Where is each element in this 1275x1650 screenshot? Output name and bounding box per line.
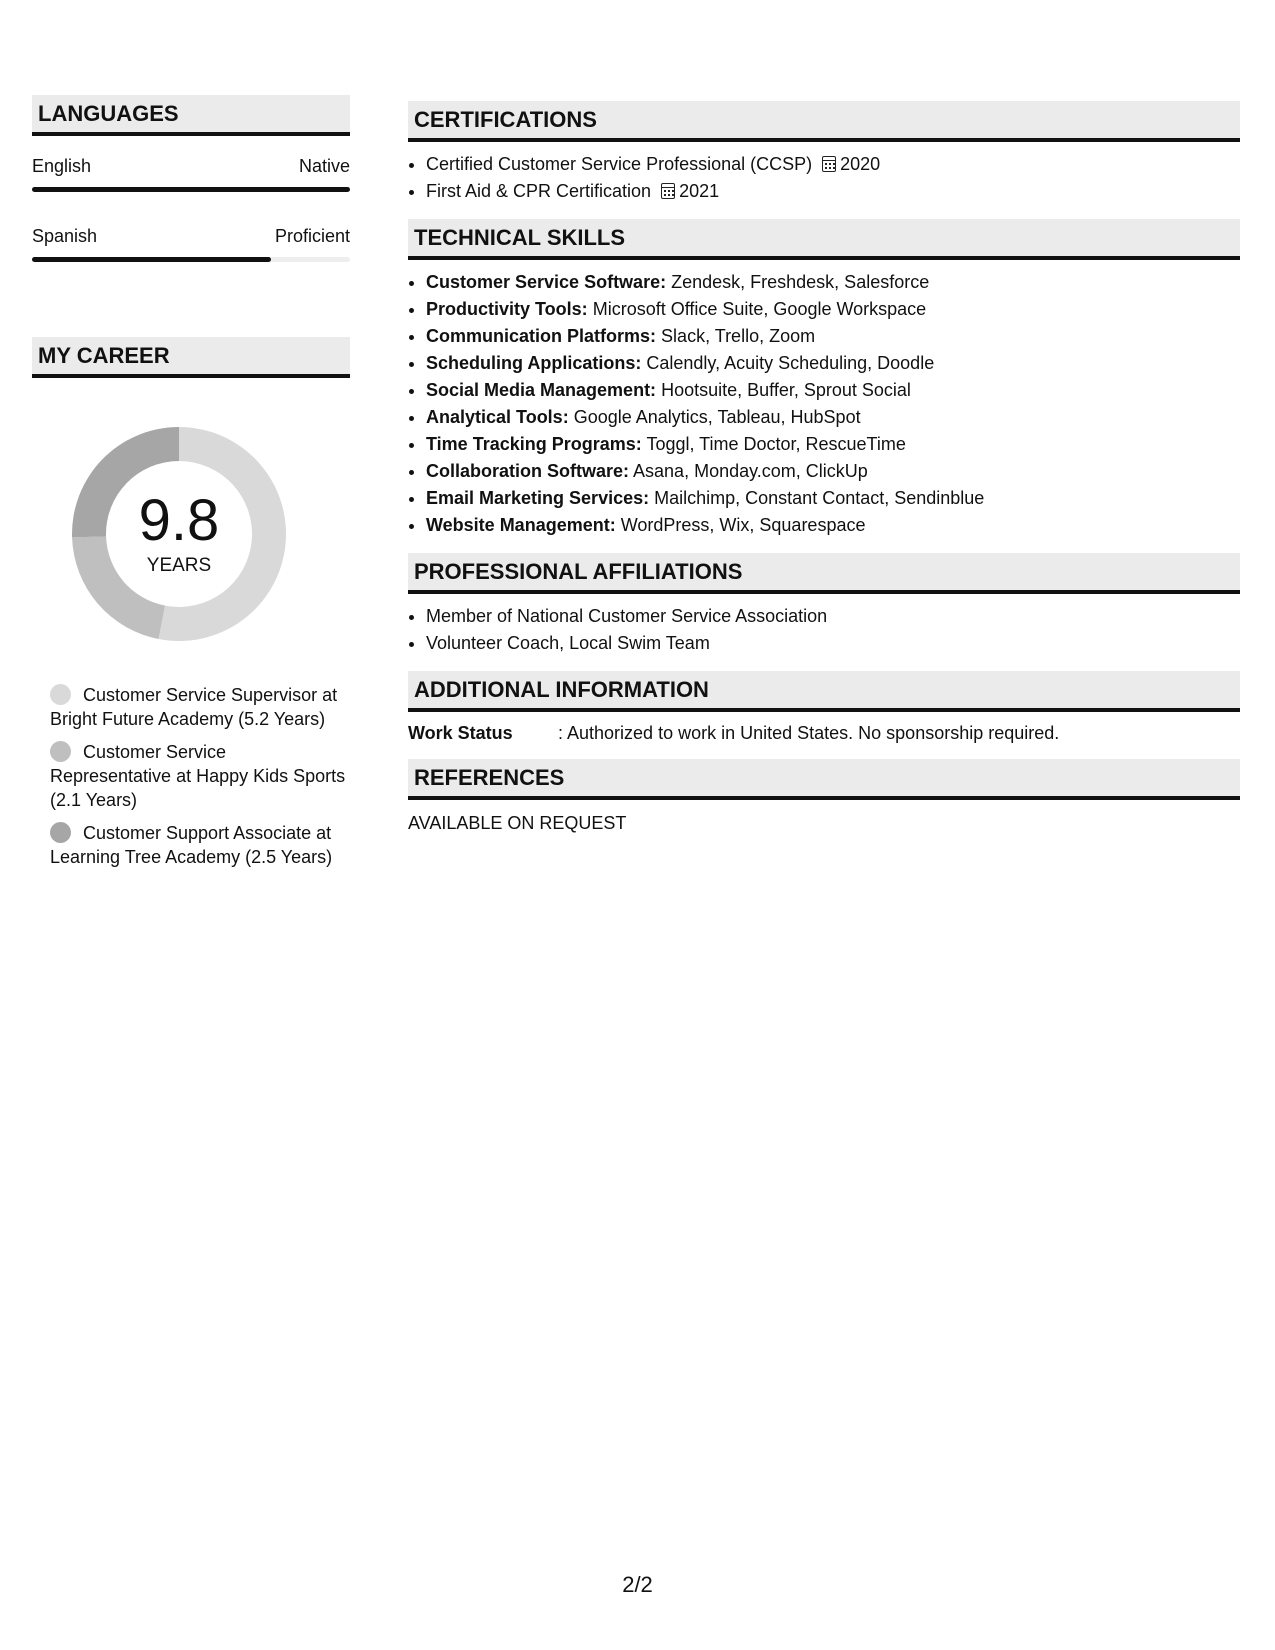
references-text: AVAILABLE ON REQUEST	[408, 813, 627, 833]
language-name: English	[32, 156, 92, 176]
skill-item	[426, 458, 1240, 485]
career-legend-item	[50, 740, 350, 812]
skill-label: Productivity Tools:	[426, 299, 588, 319]
certifications-list	[426, 151, 1240, 205]
skill-value: Calendly, Acuity Scheduling, Doodle	[646, 353, 935, 373]
work-status-label: Work Status	[408, 723, 513, 743]
additional-info-heading: ADDITIONAL INFORMATION	[408, 671, 1240, 712]
languages-heading: LANGUAGES	[32, 95, 350, 136]
language-level: Proficient	[274, 226, 350, 246]
language-proficiency-bar	[32, 187, 350, 192]
languages-section	[32, 95, 350, 262]
career-donut-chart	[66, 421, 292, 647]
left-column	[32, 95, 350, 878]
skill-label: Collaboration Software:	[426, 461, 630, 481]
affiliation-item: • Member of National Customer Service Association	[426, 603, 1240, 630]
page-number: 2/2	[622, 1572, 653, 1597]
skill-value: Hootsuite, Buffer, Sprout Social	[661, 380, 911, 400]
skill-label: Social Media Management:	[426, 380, 657, 400]
skill-item	[426, 431, 1240, 458]
skill-label: Website Management:	[426, 515, 616, 535]
career-heading: MY CAREER	[32, 337, 350, 378]
technical-skills-list	[426, 269, 1240, 539]
total-years-value: 9.8	[138, 488, 220, 553]
skill-value: Zendesk, Freshdesk, Salesforce	[671, 272, 930, 292]
legend-swatch	[50, 684, 71, 705]
calendar-icon	[661, 183, 675, 199]
additional-info-section	[408, 671, 1240, 745]
legend-label: Customer Support Associate at Learning Tree Academy (2.5 Years)	[50, 823, 333, 867]
donut-center	[66, 421, 292, 647]
career-legend-item	[50, 821, 350, 869]
skill-value: Google Analytics, Tableau, HubSpot	[573, 407, 861, 427]
career-legend-item	[50, 683, 350, 731]
certification-name: Certified Customer Service Professional (CCSP)	[426, 154, 813, 174]
certification-year: 2021	[679, 181, 720, 201]
skill-item	[426, 296, 1240, 323]
language-proficiency-fill	[32, 187, 350, 192]
affiliations-heading: PROFESSIONAL AFFILIATIONS	[408, 553, 1240, 594]
skill-item	[426, 377, 1240, 404]
technical-skills-section	[408, 219, 1240, 539]
skill-value: Toggl, Time Doctor, RescueTime	[646, 434, 906, 454]
affiliations-list	[426, 603, 1240, 657]
skill-value: Asana, Monday.com, ClickUp	[633, 461, 868, 481]
skill-value: Mailchimp, Constant Contact, Sendinblue	[654, 488, 985, 508]
skill-value: WordPress, Wix, Squarespace	[620, 515, 866, 535]
skill-label: Scheduling Applications:	[426, 353, 642, 373]
right-column	[408, 101, 1240, 835]
certifications-heading: CERTIFICATIONS	[408, 101, 1240, 142]
certification-name: First Aid & CPR Certification	[426, 181, 652, 201]
legend-label: Customer Service Supervisor at Bright Future Academy (5.2 Years)	[50, 685, 338, 729]
skill-item	[426, 512, 1240, 539]
references-heading: REFERENCES	[408, 759, 1240, 800]
work-status-value: : Authorized to work in United States. No sponsorship required.	[558, 723, 1060, 743]
references-section	[408, 759, 1240, 835]
affiliation-item: • Volunteer Coach, Local Swim Team	[426, 630, 1240, 657]
skill-item	[426, 404, 1240, 431]
skill-item	[426, 323, 1240, 350]
work-status-row	[408, 721, 1240, 745]
skill-item	[426, 350, 1240, 377]
certification-item	[426, 178, 1240, 205]
language-item-english	[32, 155, 350, 192]
technical-skills-heading: TECHNICAL SKILLS	[408, 219, 1240, 260]
skill-value: Microsoft Office Suite, Google Workspace	[592, 299, 927, 319]
career-legend	[32, 683, 350, 869]
legend-swatch	[50, 822, 71, 843]
skill-item	[426, 485, 1240, 512]
affiliations-section	[408, 553, 1240, 657]
skill-value: Slack, Trello, Zoom	[661, 326, 816, 346]
language-item-spanish	[32, 225, 350, 262]
language-level: Native	[298, 156, 350, 176]
language-proficiency-fill	[32, 257, 271, 262]
certification-item	[426, 151, 1240, 178]
skill-label: Customer Service Software:	[426, 272, 667, 292]
certifications-section	[408, 101, 1240, 205]
career-section	[32, 337, 350, 869]
legend-swatch	[50, 741, 71, 762]
skill-label: Analytical Tools:	[426, 407, 569, 427]
total-years-unit: YEARS	[146, 555, 212, 576]
language-proficiency-bar	[32, 257, 350, 262]
skill-label: Time Tracking Programs:	[426, 434, 642, 454]
legend-label: Customer Service Representative at Happy Kids Sports (2.1 Years)	[50, 742, 346, 810]
certification-year: 2020	[840, 154, 881, 174]
skill-label: Communication Platforms:	[426, 326, 657, 346]
language-name: Spanish	[32, 226, 98, 246]
skill-item	[426, 269, 1240, 296]
skill-label: Email Marketing Services:	[426, 488, 650, 508]
calendar-icon	[822, 156, 836, 172]
